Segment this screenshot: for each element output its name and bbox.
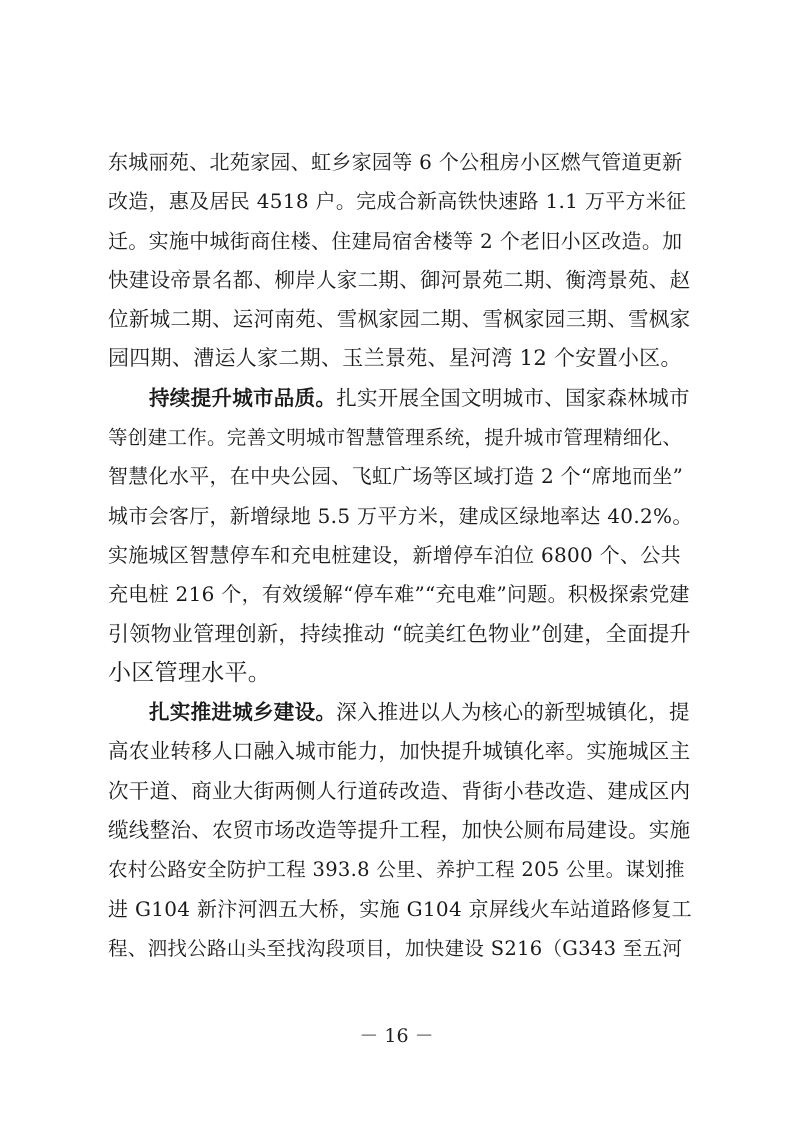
text-line: 进 G104 新汴河泗五大桥，实施 G104 京屏线火车站道路修复工 bbox=[108, 896, 692, 921]
text-line: 次干道、商业大街两侧人行道砖改造、背街小巷改造、建成区内 bbox=[108, 778, 691, 803]
text-line: 引领物业管理创新，持续推动 “皖美红色物业”创建，全面提升 bbox=[108, 621, 691, 646]
page-number: － 16 － bbox=[359, 1025, 434, 1047]
text-line: 缆线整治、农贸市场改造等提升工程，加快公厕布局建设。实施 bbox=[108, 818, 691, 843]
paragraph-heading: 扎实推进城乡建设。 bbox=[149, 700, 337, 725]
text-line: 园四期、漕运人家二期、玉兰景苑、星河湾 12 个安置小区。 bbox=[108, 346, 682, 371]
paragraph-heading: 持续提升城市品质。 bbox=[149, 385, 337, 410]
text-line: 农村公路安全防护工程 393.8 公里、养护工程 205 公里。谋划推 bbox=[108, 858, 685, 882]
text-line: 改造，惠及居民 4518 户。完成合新高铁快速路 1.1 万平方米征 bbox=[108, 189, 687, 214]
text-line bbox=[108, 693, 693, 732]
body-text bbox=[108, 143, 693, 968]
text-line: 快建设帝景名都、柳岸人家二期、御河景苑二期、衡湾景苑、赵 bbox=[108, 267, 691, 292]
paragraph-1 bbox=[108, 143, 693, 379]
text-line: 城市会客厅，新增绿地 5.5 万平方米，建成区绿地率达 40.2%。 bbox=[108, 503, 693, 528]
paragraph-3 bbox=[108, 693, 693, 968]
text-line: 迁。实施中城街商住楼、住建局宿舍楼等 2 个老旧小区改造。加 bbox=[108, 228, 683, 253]
paragraph-2 bbox=[108, 379, 693, 693]
text-line: 程、泗找公路山头至找沟段项目，加快建设 S216（G343 至五河 bbox=[108, 936, 683, 960]
text-line bbox=[108, 379, 693, 418]
text-line: 等创建工作。完善文明城市智慧管理系统，提升城市管理精细化、 bbox=[108, 426, 683, 450]
text-run: 扎实开展全国文明城市、国家森林城市 bbox=[336, 385, 690, 410]
text-line: 高农业转移人口融入城市能力，加快提升城镇化率。实施城区主 bbox=[108, 739, 691, 764]
text-line: 智慧化水平，在中央公园、飞虹广场等区域打造 2 个“席地而坐” bbox=[108, 464, 684, 489]
text-run: 深入推进以人为核心的新型城镇化，提 bbox=[336, 700, 690, 725]
text-line: 小区管理水平。 bbox=[108, 659, 272, 686]
text-line: 东城丽苑、北苑家园、虹乡家园等 6 个公租房小区燃气管道更新 bbox=[108, 150, 683, 174]
text-line: 充电桩 216 个，有效缓解“停车难”“充电难”问题。积极探索党建 bbox=[108, 582, 690, 607]
text-line: 位新城二期、运河南苑、雪枫家园二期、雪枫家园三期、雪枫家 bbox=[108, 307, 691, 332]
text-line: 实施城区智慧停车和充电桩建设，新增停车泊位 6800 个、公共 bbox=[108, 542, 681, 567]
